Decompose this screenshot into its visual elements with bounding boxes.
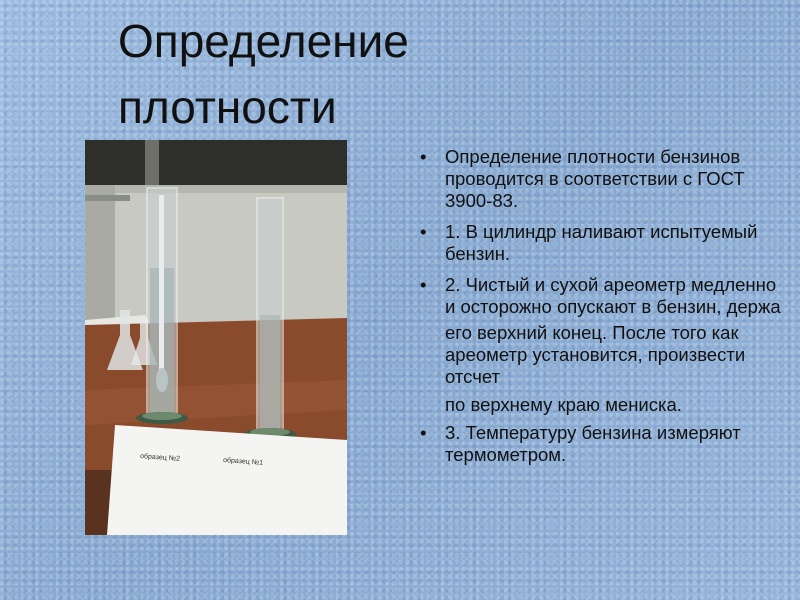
- lab-photo-illustration: [85, 140, 347, 535]
- title-line-1: Определение: [118, 15, 409, 67]
- bullet-item: [418, 274, 788, 318]
- bullet-text: по верхнему краю мениска.: [445, 394, 682, 415]
- bullet-glyph: •: [420, 146, 427, 167]
- sample-label-2: образец №2: [139, 453, 181, 463]
- bullet-continuation: [418, 394, 788, 416]
- bullet-text: 3. Температуру бензина измеряют термометром.: [445, 422, 741, 465]
- bullet-glyph: •: [420, 422, 427, 443]
- bullet-item: [418, 221, 788, 265]
- bullet-glyph: •: [420, 221, 427, 242]
- bullet-item: [418, 422, 788, 466]
- slide-title: [118, 8, 518, 140]
- bullet-text: его верхний конец. После того как ареометр установится, произвести отсчет: [445, 322, 746, 387]
- title-line-2: плотности: [118, 81, 337, 133]
- bullet-list: [418, 146, 788, 475]
- lab-photo: [85, 140, 347, 535]
- bullet-text: Определение плотности бензинов проводится в соответствии с ГОСТ 3900-83.: [445, 146, 745, 211]
- bullet-continuation: [418, 322, 788, 388]
- bullet-text: 2. Чистый и сухой ареометр медленно и осторожно опускают в бензин, держа: [445, 274, 781, 317]
- bullet-text: 1. В цилиндр наливают испытуемый бензин.: [445, 221, 758, 264]
- bullet-glyph: •: [420, 274, 427, 295]
- bullet-item: [418, 146, 788, 212]
- sample-label-1: образец №1: [222, 457, 264, 467]
